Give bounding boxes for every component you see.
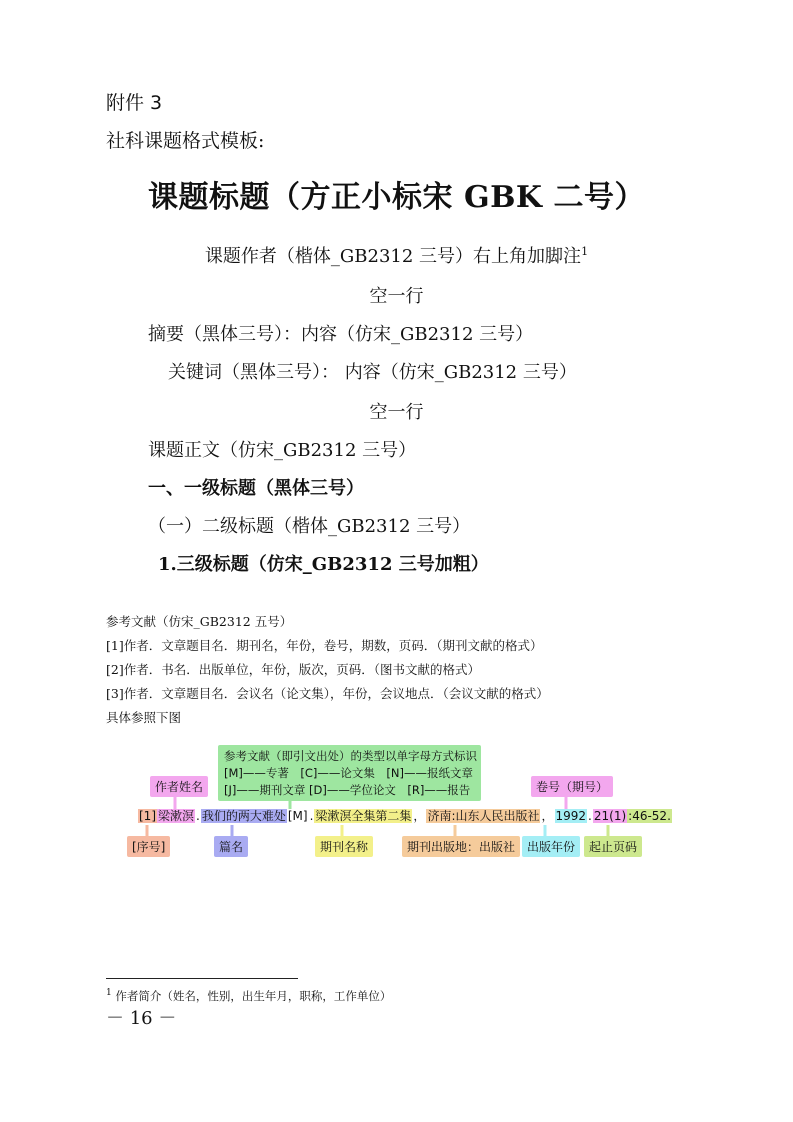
reference-item: [1]作者．文章题目名．期刊名，年份，卷号，期数，页码．（期刊文献的格式）	[106, 638, 543, 653]
types-line: [J]——期刊文章 [D]——学位论文 [R]——报告	[224, 783, 471, 797]
types-line: 参考文献（即引文出处）的类型以单字母方式标识	[224, 749, 477, 763]
example-separator: ，	[413, 809, 426, 823]
template-name: 社科课题格式模板:	[106, 130, 265, 152]
label-publisher: 期刊出版地：出版社	[402, 836, 520, 857]
heading-3: 1.三级标题（仿宋_GB2312 三号加粗）	[158, 554, 489, 575]
author-line	[0, 242, 793, 268]
example-separator: ，	[541, 809, 554, 823]
example-separator: .	[588, 809, 592, 823]
types-line: [M]——专著 [C]——论文集 [N]——报纸文章	[224, 766, 473, 780]
footnote-number: 1	[106, 988, 112, 999]
label-author-name: 作者姓名	[150, 776, 208, 797]
blank-line-1: 空一行	[369, 286, 424, 307]
attachment-label: 附件 3	[106, 92, 163, 114]
label-article-title: 篇名	[214, 836, 248, 857]
example-seq: [1]	[139, 809, 156, 823]
example-pages: :46-52.	[628, 809, 671, 823]
example-separator: .	[309, 809, 314, 823]
see-below-note: 具体参照下图	[106, 710, 182, 725]
reference-types-box	[218, 745, 481, 801]
reference-item: [2]作者．书名．出版单位，年份，版次，页码．（图书文献的格式）	[106, 662, 480, 677]
label-sequence: [序号]	[127, 836, 170, 857]
page-title: 课题标题（方正小标宋 GBK 二号）	[148, 180, 645, 215]
example-separator: .	[196, 809, 200, 823]
references-heading: 参考文献（仿宋_GB2312 五号）	[106, 614, 293, 629]
example-place: 济南:山东人民出版社	[427, 809, 540, 823]
label-page-range: 起止页码	[584, 836, 642, 857]
abstract-label: 摘要（黑体三号）：	[148, 324, 301, 345]
blank-line-2: 空一行	[369, 402, 424, 423]
author-line-text: 课题作者（楷体_GB2312 三号）右上角加脚注	[204, 246, 582, 267]
footnote-text: 作者简介（姓名，性别，出生年月，职称，工作单位）	[111, 989, 392, 1003]
body-text: 课题正文（仿宋_GB2312 三号）	[148, 440, 417, 461]
label-publication-year: 出版年份	[522, 836, 580, 857]
keywords-line	[168, 358, 577, 384]
example-volume: 21(1)	[593, 809, 627, 823]
abstract-content: 内容（仿宋_GB2312 三号）	[301, 324, 534, 345]
keywords-content: 内容（仿宋_GB2312 三号）	[339, 362, 577, 383]
heading-2: （一）二级标题（楷体_GB2312 三号）	[148, 516, 471, 537]
example-article: 我们的两大难处	[201, 809, 286, 823]
example-type: [M]	[287, 809, 308, 823]
reference-example	[138, 807, 672, 825]
example-author: 梁漱溟	[158, 809, 195, 823]
footnote-mark: 1	[581, 245, 589, 258]
footnote	[106, 988, 391, 1004]
page-number: － 16 －	[106, 1008, 177, 1029]
reference-item: [3]作者．文章题目名．会议名（论文集），年份，会议地点．（会议文献的格式）	[106, 686, 549, 701]
label-volume-issue: 卷号（期号）	[531, 776, 613, 797]
example-journal: 梁漱溟全集第二集	[315, 809, 412, 823]
example-year: 1992	[555, 809, 587, 823]
abstract-line	[148, 320, 533, 346]
footnote-divider	[106, 978, 298, 979]
label-journal-name: 期刊名称	[315, 836, 373, 857]
heading-1: 一、一级标题（黑体三号）	[148, 478, 364, 499]
keywords-label: 关键词（黑体三号）：	[168, 362, 339, 383]
